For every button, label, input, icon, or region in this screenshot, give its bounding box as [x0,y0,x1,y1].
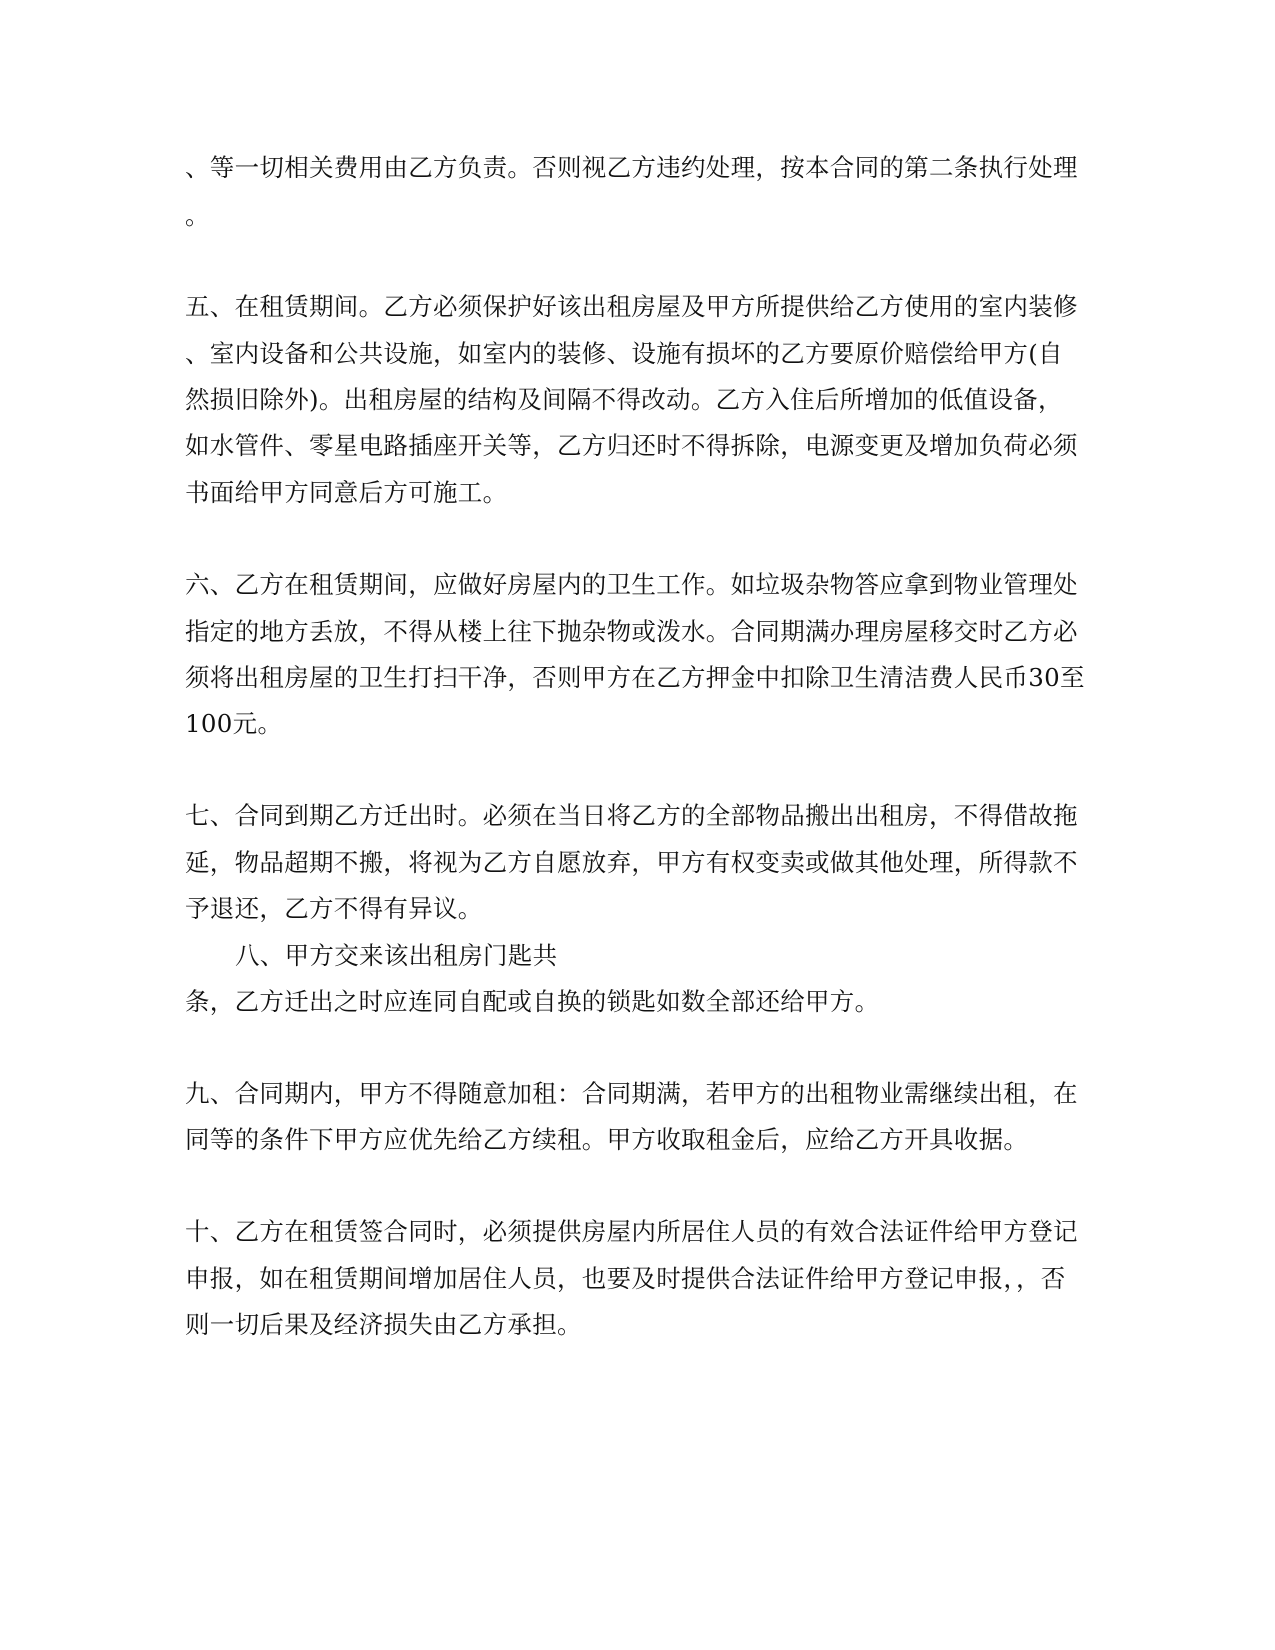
text-line: 如水管件、零星电路插座开关等，乙方归还时不得拆除，电源变更及增加负荷必须 [185,431,1078,460]
text-line: 六、乙方在租赁期间，应做好房屋内的卫生工作。如垃圾杂物答应拿到物业管理处 [185,570,1078,599]
text-line: 七、合同到期乙方迁出时。必须在当日将乙方的全部物品搬出出租房，不得借故拖 [185,801,1078,830]
text-line: 然损旧除外)。出租房屋的结构及间隔不得改动。乙方入住后所增加的低值设备， [185,385,1063,414]
text-line: 十、乙方在租赁签合同时，必须提供房屋内所居住人员的有效合法证件给甲方登记 [185,1217,1078,1246]
text-line: 书面给甲方同意后方可施工。 [185,478,508,507]
text-line: 八、甲方交来该出租房门匙共 [235,941,558,970]
text-line: 延，物品超期不搬，将视为乙方自愿放弃，甲方有权变卖或做其他处理，所得款不 [185,848,1078,877]
text-line: 予退还，乙方不得有异议。 [185,894,483,923]
text-line: 、室内设备和公共设施，如室内的装修、设施有损坏的乙方要原价赔偿给甲方(自 [185,339,1063,368]
text-line: 须将出租房屋的卫生打扫干净，否则甲方在乙方押金中扣除卫生清洁费人民币30至 [185,663,1085,692]
text-line: 九、合同期内，甲方不得随意加租：合同期满，若甲方的出租物业需继续出租，在 [185,1079,1078,1108]
text-line: 指定的地方丢放，不得从楼上往下抛杂物或泼水。合同期满办理房屋移交时乙方必 [185,617,1078,646]
text-line: 、等一切相关费用由乙方负责。否则视乙方违约处理，按本合同的第二条执行处理 [185,153,1078,182]
text-line: 则一切后果及经济损失由乙方承担。 [185,1310,582,1339]
text-line: 申报，如在租赁期间增加居住人员，也要及时提供合法证件给甲方登记申报，，否 [185,1264,1066,1293]
text-line: 同等的条件下甲方应优先给乙方续租。甲方收取租金后，应给乙方开具收据。 [185,1125,1029,1154]
text-line: 。 [185,201,210,230]
text-line: 条，乙方迁出之时应连同自配或自换的锁匙如数全部还给甲方。 [185,987,880,1016]
text-line: 五、在租赁期间。乙方必须保护好该出租房屋及甲方所提供给乙方使用的室内装修 [185,292,1078,321]
text-line: 100元。 [185,709,283,738]
